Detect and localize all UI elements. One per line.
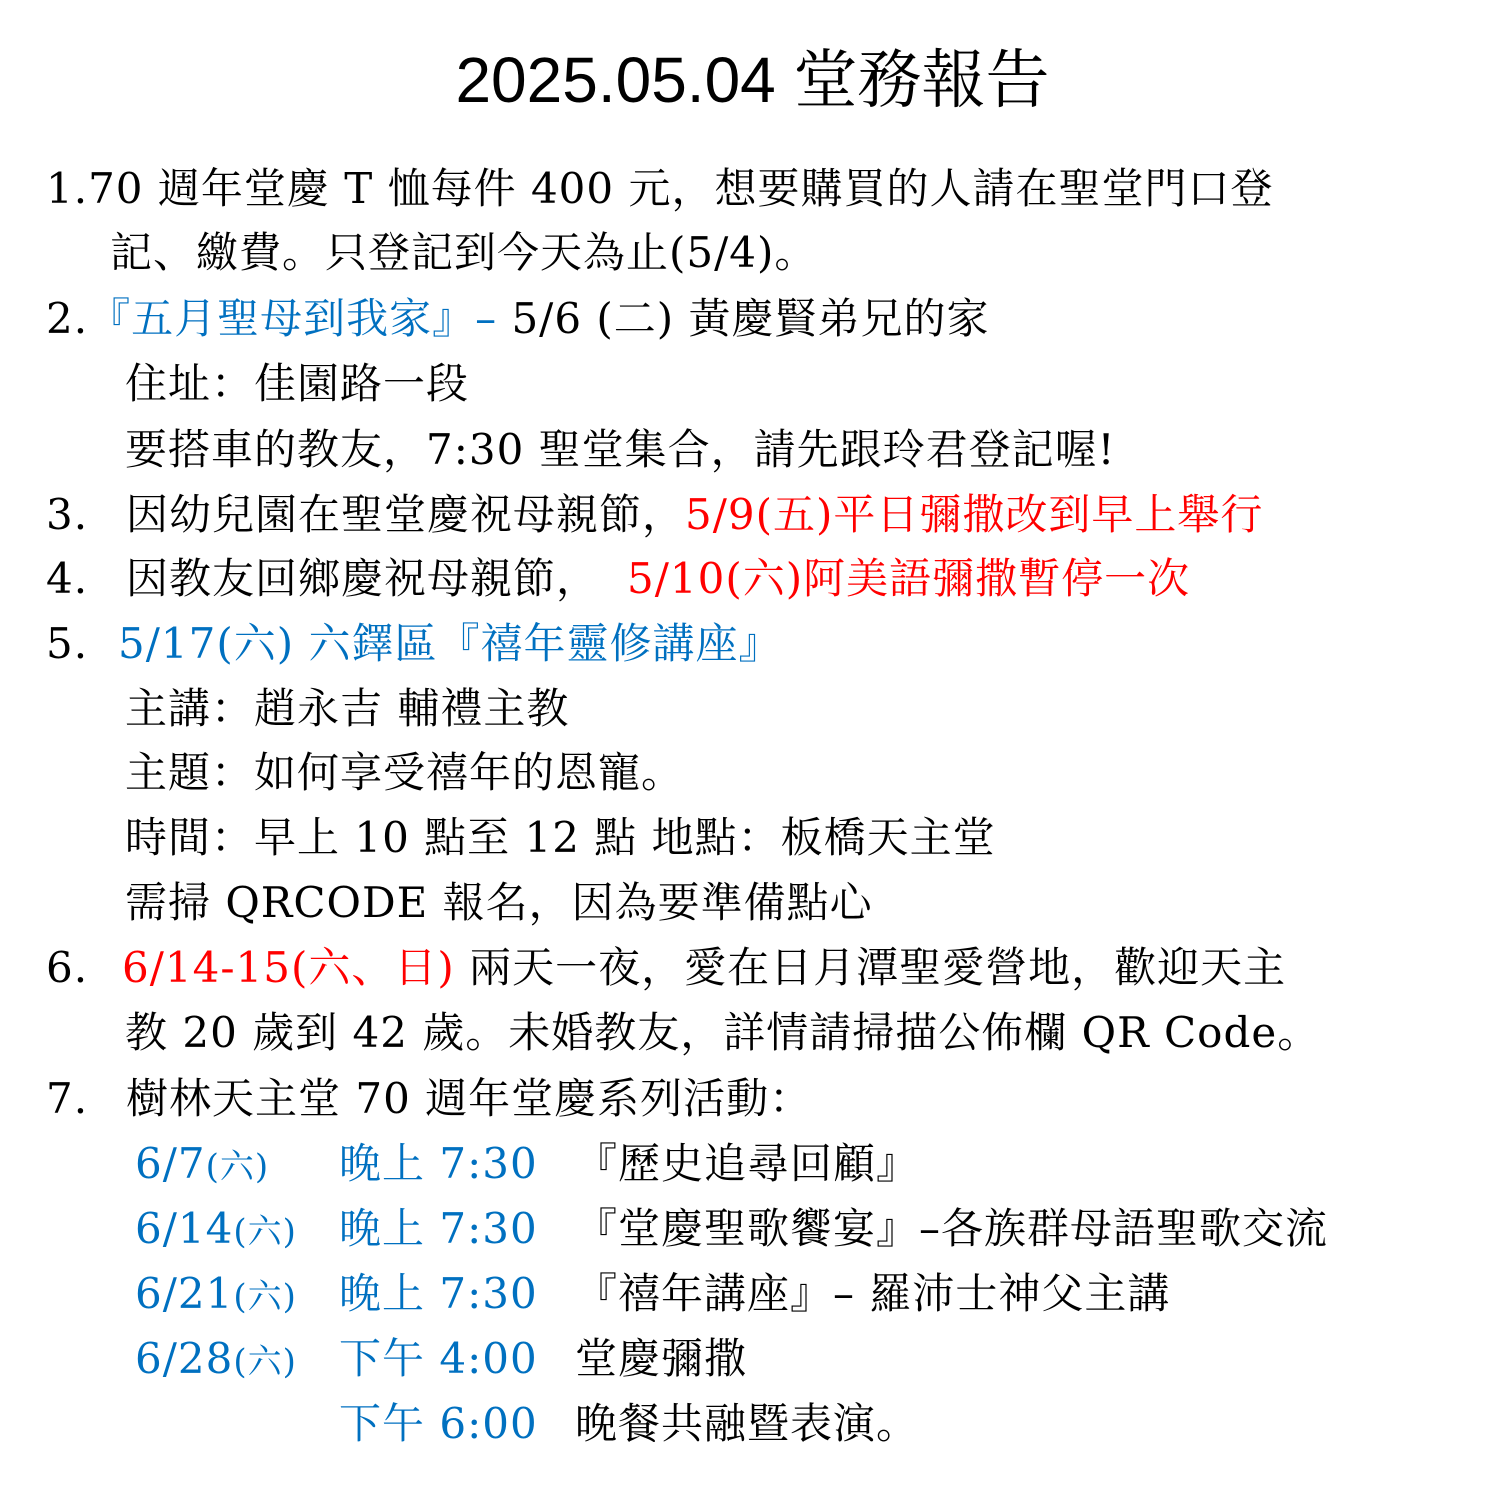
- item-3: [46, 488, 1263, 542]
- page-title: 2025.05.04 堂務報告: [455, 44, 1050, 116]
- item-text: 70 週年堂慶 T 恤每件 400 元，想要購買的人請在聖堂門口登: [88, 164, 1274, 213]
- event-time: 下午 4:00: [339, 1334, 538, 1383]
- event-row: [135, 1137, 920, 1194]
- item-4: [46, 552, 1190, 606]
- item-2-line-1: [46, 292, 990, 346]
- item-2-address: 住址：佳園路一段: [125, 359, 470, 408]
- event-day: (六): [205, 1147, 270, 1187]
- item-5-speaker: 主講：趙永吉 輔禮主教: [125, 684, 570, 733]
- item-5: [46, 617, 781, 671]
- item-2-ride: 要搭車的教友，7:30 聖堂集合，請先跟玲君登記喔!: [125, 425, 1116, 474]
- item-highlight: 5/10(六)阿美語彌撒暫停一次: [627, 554, 1191, 603]
- event-row: [135, 1332, 748, 1389]
- item-text: 因幼兒園在聖堂慶祝母親節，: [126, 490, 686, 539]
- item-5-signup: 需掃 QRCODE 報名，因為要準備點心: [125, 878, 873, 927]
- item-text: 兩天一夜，愛在日月潭聖愛營地，歡迎天主: [454, 943, 1287, 992]
- item-highlight: 5/9(五)平日彌撒改到早上舉行: [685, 490, 1264, 539]
- item-number: 3.: [46, 490, 89, 539]
- event-time: 下午 6:00: [339, 1399, 538, 1448]
- item-number: 7.: [46, 1074, 89, 1123]
- event-date: 6/28: [135, 1334, 234, 1383]
- event-row: [135, 1267, 1171, 1324]
- event-time: 晚上 7:30: [339, 1139, 538, 1188]
- event-date: 6/14: [135, 1204, 234, 1253]
- event-time: 晚上 7:30: [339, 1269, 538, 1318]
- item-number: 4.: [46, 554, 89, 603]
- event-desc: 『堂慶聖歌饗宴』–各族群母語聖歌交流: [575, 1204, 1329, 1253]
- item-1-line-1: [46, 162, 1273, 216]
- item-text: 5/6 (二) 黃慶賢弟兄的家: [497, 294, 990, 343]
- event-date: 6/7: [135, 1139, 206, 1188]
- event-day: (六): [233, 1342, 297, 1382]
- item-number: 6.: [46, 943, 89, 992]
- event-day: (六): [233, 1212, 297, 1252]
- item-text: 樹林天主堂 70 週年堂慶系列活動：: [126, 1074, 813, 1123]
- item-highlight: 6/14-15(六、日): [122, 943, 455, 992]
- item-highlight: 5/17(六) 六鐸區『禧年靈修講座』: [118, 619, 782, 668]
- item-6-line-1: [46, 941, 1286, 995]
- item-1-line-2: 記、繳費。只登記到今天為止(5/4)。: [110, 228, 818, 277]
- item-number: 2.: [46, 294, 89, 343]
- event-day: (六): [233, 1277, 297, 1317]
- item-6-line-2: 教 20 歲到 42 歲。未婚教友，詳情請掃描公佈欄 QR Code。: [125, 1008, 1321, 1057]
- item-highlight: 『五月聖母到我家』–: [88, 294, 498, 343]
- event-desc: 堂慶彌撒: [575, 1334, 748, 1383]
- item-text: 因教友回鄉慶祝母親節，: [126, 554, 600, 603]
- event-time: 晚上 7:30: [339, 1204, 538, 1253]
- item-5-topic: 主題：如何享受禧年的恩寵。: [125, 748, 685, 797]
- item-number: 1.: [46, 164, 89, 213]
- event-desc: 『禧年講座』– 羅沛士神父主講: [575, 1269, 1171, 1318]
- event-desc: 晚餐共融暨表演。: [575, 1399, 920, 1448]
- event-row: [135, 1202, 1329, 1259]
- item-number: 5.: [46, 619, 89, 668]
- event-date: 6/21: [135, 1269, 234, 1318]
- item-5-time: 時間：早上 10 點至 12 點 地點：板橋天主堂: [125, 813, 996, 862]
- event-desc: 『歷史追尋回顧』: [575, 1139, 920, 1188]
- item-7: [46, 1072, 812, 1126]
